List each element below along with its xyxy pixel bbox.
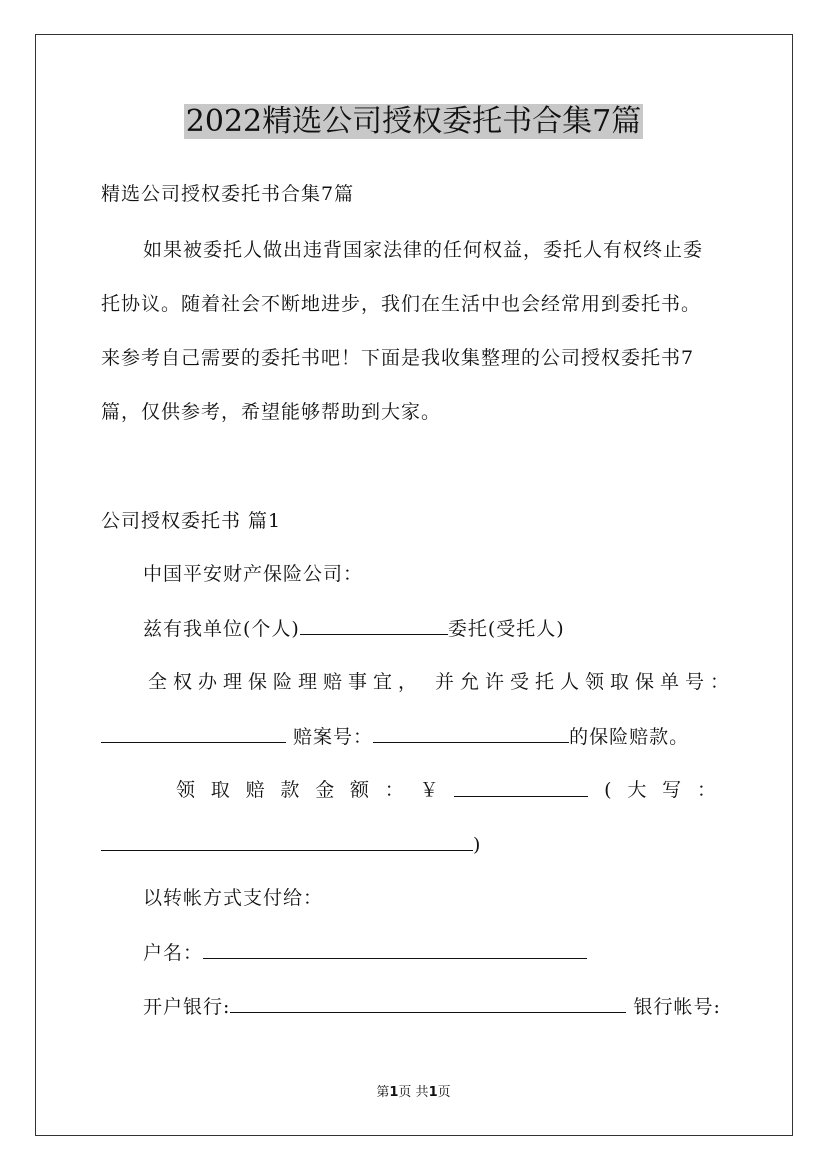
- document-title-text: 2022精选公司授权委托书合集7篇: [185, 104, 642, 139]
- document-subtitle: 精选公司授权委托书合集7篇: [101, 183, 355, 205]
- amount-char: 款: [280, 779, 300, 801]
- amount-words-blank[interactable]: [101, 830, 473, 851]
- amount-blank[interactable]: [454, 776, 588, 797]
- account-name-blank[interactable]: [203, 938, 587, 959]
- claim-line: [101, 722, 689, 751]
- amount-char: 大: [627, 779, 647, 801]
- claim-number-blank[interactable]: [373, 722, 569, 743]
- amount-char: 取: [210, 779, 230, 801]
- delegation-prefix: 兹有我单位(个人): [143, 618, 300, 640]
- delegation-line: [143, 614, 565, 643]
- intro-line-2: 托协议。随着社会不断地进步，我们在生活中也会经常用到委托书。: [101, 293, 702, 315]
- claim-label: 赔案号：: [293, 726, 374, 748]
- bank-label: 开户银行:: [143, 996, 231, 1018]
- policy-number-blank[interactable]: [101, 722, 286, 743]
- intro-line-1: 如果被委托人做出违背国家法律的任何权益，委托人有权终止委: [143, 239, 704, 261]
- account-name-label: 户名：: [143, 942, 204, 964]
- section-heading: 公司授权委托书 篇1: [101, 510, 282, 532]
- delegation-suffix: 委托(受托人): [447, 618, 565, 640]
- account-name-line: [143, 938, 587, 967]
- footer-suffix: 页: [437, 1085, 451, 1100]
- amount-char: 赔: [245, 779, 265, 801]
- amount-char: 写: [662, 779, 682, 801]
- claim-suffix: 的保险赔款。: [569, 726, 690, 748]
- bank-line: [143, 992, 721, 1021]
- amount-char: ：: [696, 779, 716, 801]
- intro-line-3: 来参考自己需要的委托书吧！下面是我收集整理的公司授权委托书7: [101, 347, 695, 369]
- document-title: [0, 100, 827, 144]
- amount-char: (: [604, 779, 612, 801]
- authority-line: 全权办理保险理赔事宜， 并允许受托人领取保单号：: [148, 671, 736, 693]
- footer-prefix: 第: [376, 1085, 390, 1100]
- bank-account-label: 银行帐号:: [633, 996, 721, 1018]
- page-footer: [0, 1084, 827, 1102]
- addressee: 中国平安财产保险公司：: [143, 563, 364, 585]
- footer-page-current: 1: [389, 1085, 399, 1100]
- footer-mid: 页 共: [398, 1085, 429, 1100]
- footer-page-total: 1: [428, 1085, 438, 1100]
- bank-blank[interactable]: [230, 992, 626, 1013]
- intro-line-4: 篇，仅供参考，希望能够帮助到大家。: [101, 401, 442, 423]
- amount-char: 领: [176, 779, 196, 801]
- transfer-line: 以转帐方式支付给：: [143, 887, 324, 909]
- amount-line: [176, 776, 716, 804]
- amount-char: 额: [349, 779, 369, 801]
- amount-close: ): [473, 834, 482, 856]
- delegate-blank[interactable]: [300, 614, 448, 635]
- amount-char: ：: [384, 779, 404, 801]
- amount-words-line: [101, 830, 481, 859]
- currency-symbol: ￥: [419, 779, 439, 801]
- amount-char: 金: [315, 779, 335, 801]
